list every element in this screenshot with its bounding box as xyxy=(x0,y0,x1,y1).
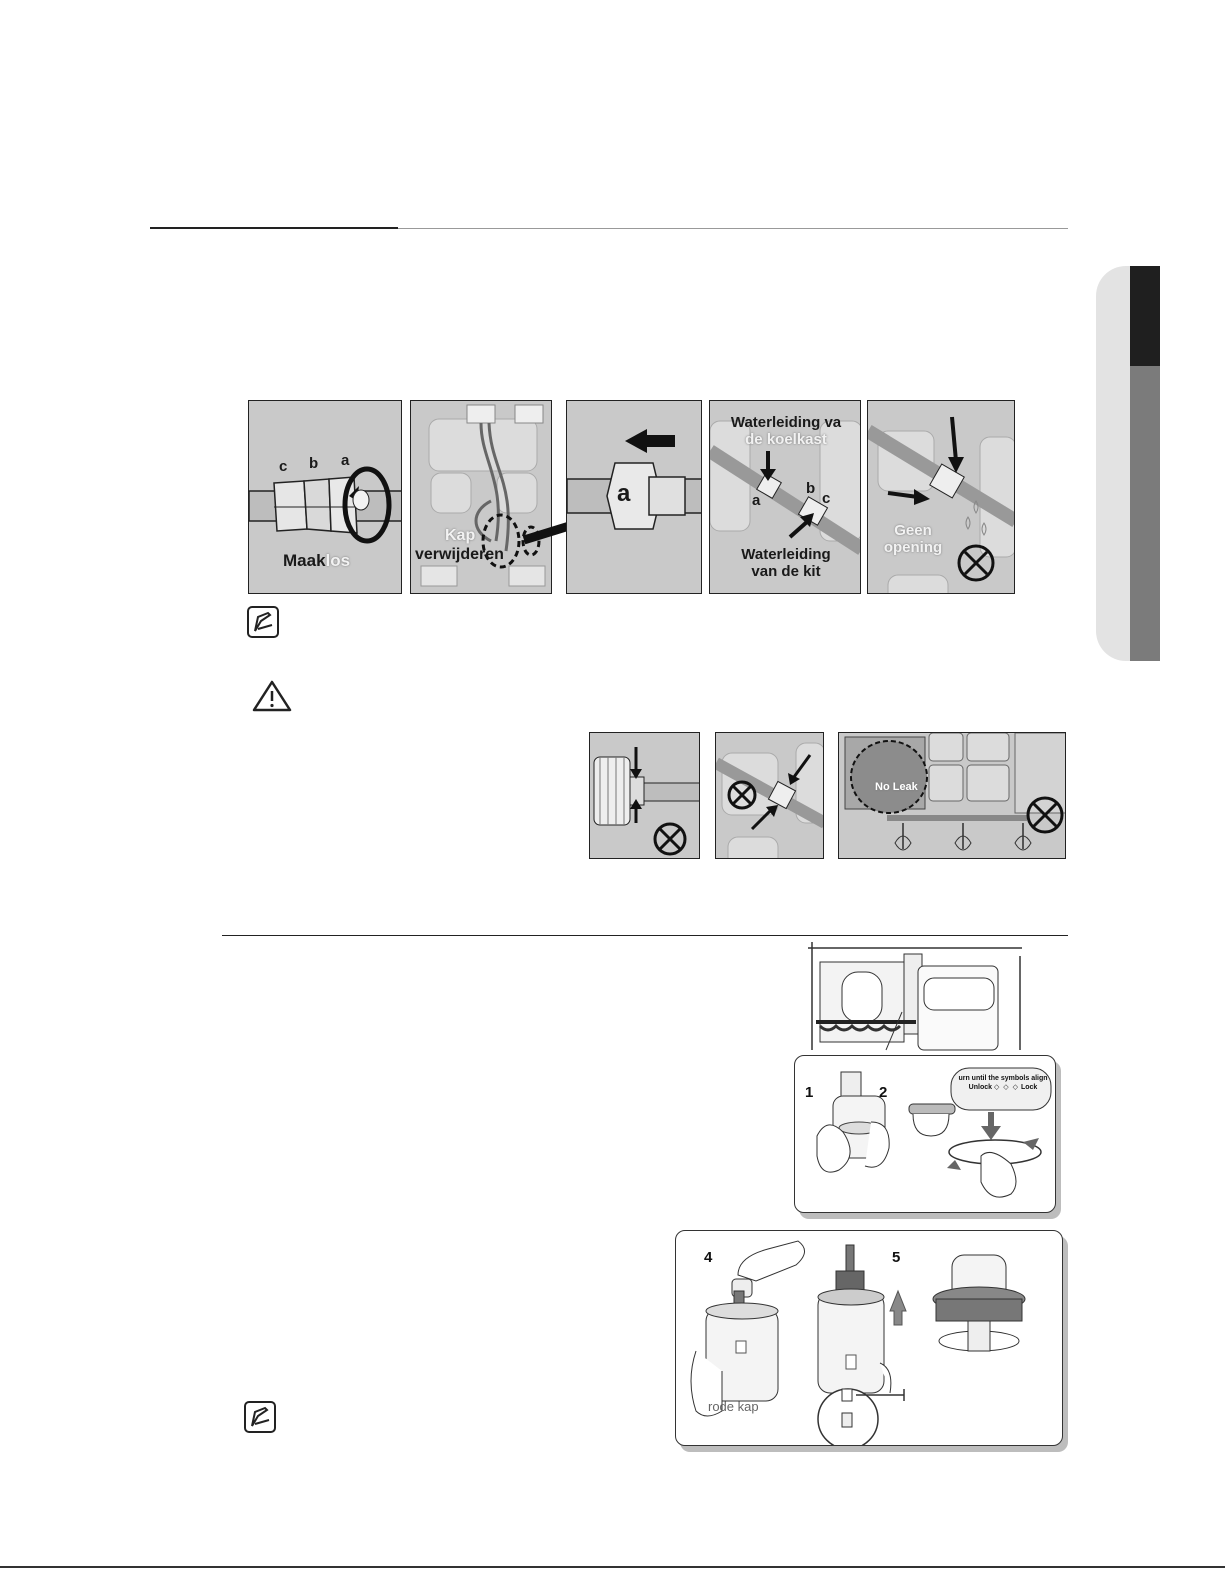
label-b: b xyxy=(309,455,319,472)
unlock-label: Unlock xyxy=(968,1084,993,1092)
caption-loosen-light: los xyxy=(325,551,351,570)
figure-panel-remove-cap xyxy=(410,400,552,594)
caption-no-gap xyxy=(868,523,958,556)
caption-fridge-line-1: Waterleiding va xyxy=(730,414,842,431)
note-icon xyxy=(243,1400,277,1434)
no-entry-icon xyxy=(1025,795,1065,835)
figure-panel-no-gap xyxy=(867,400,1015,594)
figure-panel-leak-nut xyxy=(589,732,700,859)
lock-label: Lock xyxy=(1020,1084,1038,1092)
label-a: a xyxy=(341,452,350,469)
caption-remove: verwijderen xyxy=(415,546,504,563)
instruction-word-2: until xyxy=(971,1075,987,1082)
lock-symbols: ◇ ◇ ◇ xyxy=(993,1084,1020,1092)
label-c: c xyxy=(279,458,288,475)
no-entry-icon xyxy=(652,821,688,857)
caption-loosen xyxy=(283,551,350,571)
figure-panel-connect xyxy=(566,400,702,594)
figure-panel-leak-check xyxy=(838,732,1066,859)
label-no-leak: No Leak xyxy=(875,781,918,793)
filter-steps-4-5 xyxy=(675,1230,1063,1446)
side-tab-section xyxy=(1130,366,1160,661)
figure-panel-water-lines xyxy=(709,400,861,594)
label-line-b: b xyxy=(806,480,816,497)
red-cap-label: rode kap xyxy=(708,1399,759,1414)
instruction-word-3: the xyxy=(988,1075,999,1082)
label-line-c: c xyxy=(822,490,831,507)
caption-loosen-dark: Maak xyxy=(283,551,326,570)
step-2-number: 2 xyxy=(879,1084,888,1101)
no-entry-icon xyxy=(726,779,758,811)
fridge-interior-illustration xyxy=(806,942,1026,1052)
caption-cap: Kap xyxy=(445,527,476,544)
label-line-a: a xyxy=(752,492,761,509)
caption-no-gap-2: opening xyxy=(883,538,943,556)
caption-fridge-line xyxy=(714,415,858,448)
step-1-number: 1 xyxy=(805,1084,814,1101)
figure-panel-leak-joint xyxy=(715,732,824,859)
instruction-word-1: urn xyxy=(958,1075,970,1082)
step-4-number: 4 xyxy=(704,1249,713,1266)
filter-steps-1-2 xyxy=(794,1055,1056,1213)
warning-icon xyxy=(252,680,292,712)
note-icon xyxy=(246,605,280,639)
caption-kit-line-2: van de kit xyxy=(751,562,821,580)
label-nut-a: a xyxy=(617,480,631,507)
nut-illustration xyxy=(567,401,702,594)
header-rule-thick xyxy=(150,227,398,229)
caption-fridge-line-2: de koelkast xyxy=(745,430,827,448)
pipe-cap-illustration xyxy=(411,401,552,594)
header-rule-thin xyxy=(398,228,1068,229)
instruction-word-5: align xyxy=(1031,1075,1048,1082)
figure-panel-loosen xyxy=(248,400,402,594)
lock-unlock-row xyxy=(955,1083,1051,1092)
footer-rule xyxy=(0,1566,1225,1568)
filter-instruction-text xyxy=(955,1074,1051,1092)
instruction-word-4: symbols xyxy=(1000,1075,1030,1082)
section-rule xyxy=(222,935,1068,936)
caption-kit-line-1: Waterleiding xyxy=(741,546,831,563)
caption-no-gap-1: Geen xyxy=(894,522,932,539)
step-5-number: 5 xyxy=(892,1249,901,1266)
caption-kit-line xyxy=(714,547,858,580)
side-tab-active xyxy=(1130,266,1160,366)
no-entry-icon xyxy=(956,543,996,583)
